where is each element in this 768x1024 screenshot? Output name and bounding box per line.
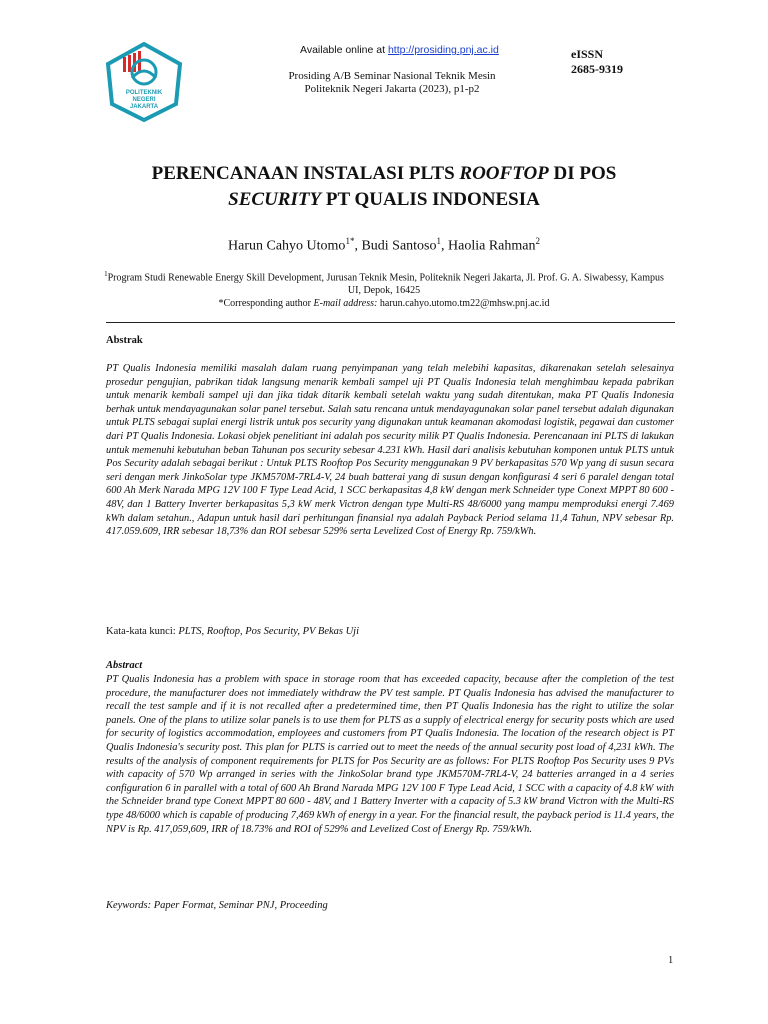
proceedings-info: [262, 70, 522, 96]
kata-kunci-label: Kata-kata kunci:: [106, 626, 179, 637]
issn-label: eISSN: [571, 47, 604, 61]
author-2-sup: 1: [436, 236, 442, 246]
abstract-heading: Abstract: [106, 660, 143, 671]
logo-text-3: JAKARTA: [129, 104, 159, 110]
available-prefix: Available online at: [300, 44, 388, 56]
corresponding-author: [100, 297, 668, 310]
affiliation-line: [100, 268, 668, 297]
author-1: Harun Cahyo Utomo: [228, 238, 346, 254]
title-part-3: DI POS: [548, 163, 617, 184]
title-part-5: PT QUALIS INDONESIA: [321, 189, 540, 210]
page-number: 1: [668, 955, 674, 966]
title-part-1: PERENCANAAN INSTALASI PLTS: [151, 163, 460, 184]
affiliation: [100, 268, 668, 310]
author-2: , Budi Santoso: [354, 238, 437, 254]
proceedings-line-1: Prosiding A/B Seminar Nasional Teknik Mesin: [288, 70, 496, 82]
available-online: [300, 44, 540, 56]
abstrak-heading: Abstrak: [106, 335, 143, 346]
kata-kunci: [106, 626, 359, 637]
author-list: [80, 232, 688, 256]
kata-kunci-value: PLTS, Rooftop, Pos Security, PV Bekas Uji: [178, 626, 360, 637]
title-part-4: SECURITY: [228, 189, 322, 210]
affiliation-sup: 1: [104, 270, 108, 278]
logo-text-1: POLITEKNIK: [125, 90, 163, 96]
proceedings-link[interactable]: http://prosiding.pnj.ac.id: [387, 44, 499, 56]
divider-rule: [106, 322, 675, 323]
issn-block: [571, 47, 641, 73]
corr-prefix: *Corresponding author: [218, 298, 314, 310]
logo-text-2: NEGERI: [132, 97, 156, 103]
abstrak-text: PT Qualis Indonesia memiliki masalah dalam ruang penyimpanan yang telah melebihi kapasitas, dikarenakan setelah selesainya prosedur pengujian, pabrikan tidak langsung menarik kembali sampel uji PT Qualis Indonesia telah menghimbau kepada pabrikan untuk menarik kembali sampel uji dan jika tidak ditarik kembali setelah waktu yang sudah ditentukan, maka PT Qualis Indonesia berhak untuk mendayagunakan solar panel tersebut. Salah satu rencana untuk mendayagunakan solar panel tersebut adalah digunakan untuk PLTS sebagai suplai energi listrik untuk pos security yang digunakan untuk keamanan akomodasi logistik, pegawai dan customer dari PT Qualis Indonesia. Lokasi objek penelitiant ini adalah pos security milik PT Qualis Indonesia. Perencanaan ini PLTS di lakukan untuk memenuhi kebutuhan beban Tahunan pos security sebesar 4.231 kWh. Hasil dari analisis kebutuhan komponen untuk PLTS untuk Pos Security adalah sebagai berikut : Untuk PLTS Rooftop Pos Security menggunakan 9 PV berkapasitas 570 Wp yang di susun secara seri dengan merk JinkoSolar type JKM570M-7RL4-V, 24 buah batterai yang di susun dengan konfigurasi 4 seri 6 paralel dengan total 600 Ah Merk Narada MPG 12V 100 F Type Lead Acid, 1 SCC berkapasitas 4,8 kW dengan merk Schneider type Conext MPPT 80 600 - 48V, dan 1 Battery Inverter berkapasitas 5,3 kW merk Victron dengan type Multi-RS 48/6000 yang mampu memproduksi energi 7.469 kWh dalam setahun., Adapun untuk hasil dari perhitungan finansial nya adalah Payback Period selama 11,4 Tahun, NPV sebesar Rp. 417.059.609, IRR sebesar 18,73% dan ROI sebesar 529% serta Levelized Cost of Energy Rp. 759/kWh.: [106, 363, 674, 538]
pnj-logo: [104, 42, 184, 122]
affiliation-text: Program Studi Renewable Energy Skill Development, Jurusan Teknik Mesin, Politeknik Negeri Jakarta, Jl. Prof. G. A. Siwabessy, Kampus UI, Depok, 16425: [107, 272, 664, 297]
proceedings-line-2: Politeknik Negeri Jakarta (2023), p1-p2: [304, 83, 480, 95]
issn-number: 2685-9319: [571, 62, 623, 73]
author-1-sup: 1*: [345, 236, 355, 246]
author-3: , Haolia Rahman: [441, 238, 536, 254]
corr-email: harun.cahyo.utomo.tm22@mhsw.pnj.ac.id: [377, 298, 550, 310]
keywords: Keywords: Paper Format, Seminar PNJ, Proceeding: [106, 900, 328, 911]
corr-label: E-mail address:: [313, 298, 378, 310]
abstract-text: PT Qualis Indonesia has a problem with space in storage room that has exceeded capacity, because after the completion of the test procedure, the manufacturer does not immediately withdraw the PV test sample. PT Qualis Indonesia has advised the manufacturer to recall the test sample and if it is not recalled after a predetermined time, then PT Qualis Indonesia has the right to utilize the solar panels. One of the plans to utilize solar panels is to use them for PLTS as a supply of electrical energy for security posts which are used for security of logistics accommodation, employees and customers from PT Qualis Indonesia. The location of the research object is PT Qualis Indonesia's security post. This plan for PLTS is carried out to meet the needs of the annual security post load of 4,231 kWh. The results of the analysis of component requirements for PLTS for Pos Security are as follows: For PLTS Rooftop Pos Security uses 9 PVs with capacity of 570 Wp arranged in series with the JinkoSolar brand type JKM570M-7RL4-V, 24 batteries arranged in a 4 series configuration 6 in parallel with a total of 600 Ah Brand Narada MPG 12V 100 F Type Lead Acid, 1 SCC with a capacity of 4.8 kW with the Schneider brand type Conext MPPT 80 600 - 48V, and 1 Battery Inverter with a capacity of 5.3 kW brand Victron with the Multi-RS type 48/6000 which is capable of producing 7,469 kWh of energy in a year. For the financial result, the payback period is 11.4 years, the NPV is Rp. 417,059,609, IRR of 18.73% and ROI of 529% and Levelized Cost of Energy Rp. 759/kWh.: [106, 674, 674, 835]
paper-title: [80, 161, 688, 213]
author-3-sup: 2: [535, 236, 540, 246]
title-part-2: ROOFTOP: [459, 163, 549, 184]
